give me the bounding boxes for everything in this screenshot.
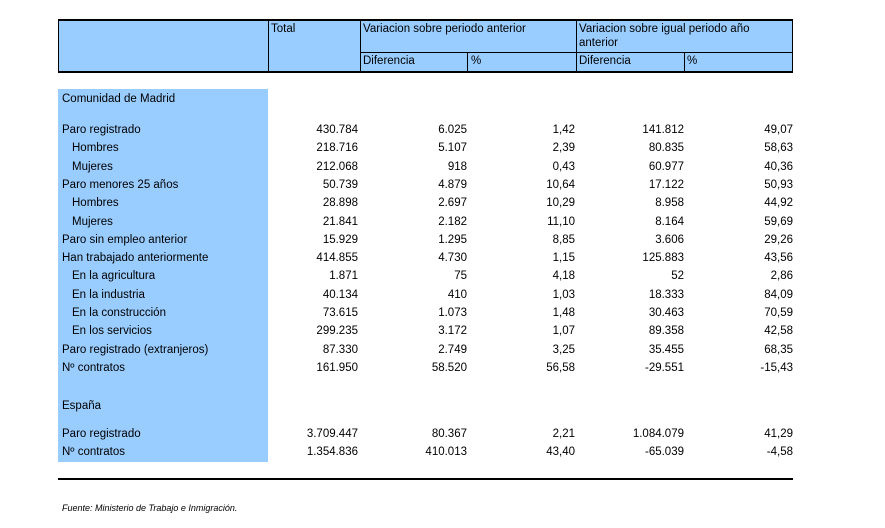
cell-pct-anio: 29,26 <box>764 233 793 246</box>
table-row <box>0 426 885 444</box>
cell-total: 430.784 <box>316 124 358 136</box>
table-row <box>0 250 885 268</box>
table-row <box>0 360 885 378</box>
header-bottom-rule <box>58 71 793 73</box>
cell-diferencia-anterior: 2.697 <box>438 197 467 210</box>
cell-total: 87.330 <box>322 343 358 356</box>
header-var-anterior: Variacion sobre periodo anterior <box>363 23 526 35</box>
cell-total: 28.898 <box>322 197 358 210</box>
cell-pct-anio: 2,86 <box>770 270 793 283</box>
cell-total: 3.709.447 <box>306 428 358 440</box>
header-pct-2: % <box>687 55 698 67</box>
cell-pct-anterior: 2,21 <box>552 428 575 440</box>
cell-pct-anio: 59,69 <box>764 215 793 228</box>
cell-pct-anio: -15,43 <box>760 361 793 374</box>
cell-diferencia-anterior: 1.073 <box>438 307 467 319</box>
cell-total: 1.871 <box>329 270 358 283</box>
cell-pct-anterior: 1,07 <box>552 325 575 338</box>
row-label: Nº contratos <box>62 361 126 374</box>
header-pct-1: % <box>471 55 482 67</box>
cell-pct-anio: 40,36 <box>764 160 793 173</box>
row-label: Paro menores 25 años <box>62 178 179 191</box>
cell-diferencia-anterior: 75 <box>454 270 467 283</box>
cell-diferencia-anterior: 4.730 <box>438 252 467 265</box>
cell-diferencia-anio: 30.463 <box>648 307 684 319</box>
cell-pct-anio: 84,09 <box>764 288 793 301</box>
table-row <box>0 140 885 158</box>
cell-diferencia-anio: 125.883 <box>642 252 684 265</box>
cell-diferencia-anio: 8.164 <box>655 215 684 228</box>
cell-pct-anterior: 3,25 <box>552 343 575 356</box>
cell-pct-anterior: 2,39 <box>552 142 575 155</box>
table-row <box>0 159 885 177</box>
cell-diferencia-anio: 17.122 <box>648 178 684 191</box>
header-divider-1 <box>268 19 269 72</box>
source-footnote: Fuente: Ministerio de Trabajo e Inmigración. <box>62 503 238 513</box>
table-row <box>0 232 885 250</box>
table-row <box>0 195 885 213</box>
header-top-rule <box>58 19 793 21</box>
cell-pct-anterior: 56,58 <box>546 361 575 374</box>
cell-total: 161.950 <box>316 361 358 374</box>
header-subrule <box>360 52 793 53</box>
cell-pct-anterior: 1,15 <box>552 252 575 265</box>
table-row <box>0 444 885 462</box>
table-row <box>0 122 885 140</box>
cell-diferencia-anio: 1.084.079 <box>632 428 684 440</box>
cell-diferencia-anterior: 410.013 <box>425 446 467 459</box>
row-label: Hombres <box>72 142 119 155</box>
header-diferencia-1: Diferencia <box>363 55 415 67</box>
header-divider-5 <box>684 52 685 72</box>
header-diferencia-2: Diferencia <box>579 55 631 67</box>
cell-diferencia-anterior: 5.107 <box>438 142 467 155</box>
table-row <box>0 214 885 232</box>
section-title-madrid: Comunidad de Madrid <box>62 93 176 105</box>
cell-pct-anio: -4,58 <box>766 446 793 459</box>
row-label: En los servicios <box>72 325 152 338</box>
row-label: Paro registrado (extranjeros) <box>62 343 209 356</box>
row-label: Mujeres <box>72 215 113 228</box>
cell-diferencia-anio: 141.812 <box>642 124 684 136</box>
cell-diferencia-anterior: 2.749 <box>438 343 467 356</box>
cell-diferencia-anio: 89.358 <box>648 325 684 338</box>
cell-diferencia-anterior: 3.172 <box>438 325 467 338</box>
table-row <box>0 323 885 341</box>
cell-pct-anio: 49,07 <box>764 124 793 136</box>
header-total: Total <box>271 23 296 35</box>
cell-total: 21.841 <box>322 215 358 228</box>
header-divider-4 <box>467 52 468 72</box>
cell-diferencia-anterior: 1.295 <box>438 233 467 246</box>
table-row <box>0 305 885 323</box>
cell-total: 414.855 <box>316 252 358 265</box>
cell-pct-anterior: 11,10 <box>547 215 575 228</box>
row-label: Paro registrado <box>62 124 141 136</box>
cell-pct-anio: 44,92 <box>764 197 793 210</box>
cell-pct-anio: 42,58 <box>764 325 793 338</box>
cell-diferencia-anterior: 80.367 <box>431 428 467 440</box>
cell-diferencia-anterior: 918 <box>447 160 467 173</box>
cell-pct-anterior: 0,43 <box>552 160 575 173</box>
header-left-rule <box>58 19 59 72</box>
cell-pct-anio: 41,29 <box>764 428 793 440</box>
cell-total: 212.068 <box>316 160 358 173</box>
cell-total: 1.354.836 <box>306 446 358 459</box>
cell-diferencia-anio: -29.551 <box>644 361 684 374</box>
cell-diferencia-anterior: 6.025 <box>438 124 467 136</box>
table-row <box>0 177 885 195</box>
cell-pct-anterior: 10,29 <box>546 197 575 210</box>
table-row <box>0 268 885 286</box>
cell-pct-anio: 50,93 <box>764 178 793 191</box>
row-label: En la industria <box>72 288 145 301</box>
row-label: Paro sin empleo anterior <box>62 233 188 246</box>
cell-pct-anio: 58,63 <box>764 142 793 155</box>
row-label: Han trabajado anteriormente <box>62 252 209 265</box>
row-label: En la construcción <box>72 307 166 319</box>
table-row <box>0 287 885 305</box>
cell-diferencia-anterior: 58.520 <box>431 361 467 374</box>
bottom-rule <box>58 478 793 480</box>
cell-total: 40.134 <box>322 288 358 301</box>
cell-total: 218.716 <box>316 142 358 155</box>
cell-total: 50.739 <box>322 178 358 191</box>
cell-diferencia-anio: 3.606 <box>655 233 684 246</box>
cell-pct-anio: 70,59 <box>764 307 793 319</box>
row-label: Mujeres <box>72 160 113 173</box>
cell-total: 73.615 <box>322 307 358 319</box>
cell-diferencia-anterior: 410 <box>447 288 467 301</box>
cell-total: 299.235 <box>316 325 358 338</box>
row-label: Hombres <box>72 197 119 210</box>
cell-diferencia-anio: 52 <box>671 270 684 283</box>
cell-pct-anterior: 1,42 <box>552 124 575 136</box>
section-title-espana: España <box>62 400 102 412</box>
table-row <box>0 342 885 360</box>
header-divider-3 <box>576 19 577 72</box>
cell-total: 15.929 <box>322 233 358 246</box>
cell-diferencia-anio: 18.333 <box>648 288 684 301</box>
cell-diferencia-anio: -65.039 <box>644 446 684 459</box>
header-right-rule <box>792 19 793 72</box>
cell-diferencia-anterior: 2.182 <box>438 215 467 228</box>
cell-pct-anio: 43,56 <box>764 252 793 265</box>
cell-diferencia-anio: 80.835 <box>648 142 684 155</box>
cell-diferencia-anio: 8.958 <box>655 197 684 210</box>
cell-pct-anterior: 8,85 <box>552 233 575 246</box>
cell-diferencia-anio: 60.977 <box>648 160 684 173</box>
cell-pct-anterior: 10,64 <box>546 178 575 191</box>
row-label: Paro registrado <box>62 428 141 440</box>
cell-diferencia-anio: 35.455 <box>648 343 684 356</box>
header-var-igual: Variacion sobre igual periodo año anterior <box>579 23 750 49</box>
cell-pct-anterior: 1,03 <box>552 288 575 301</box>
cell-diferencia-anterior: 4.879 <box>438 178 467 191</box>
row-label: En la agricultura <box>72 270 156 283</box>
cell-pct-anterior: 4,18 <box>552 270 575 283</box>
cell-pct-anio: 68,35 <box>764 343 793 356</box>
row-label: Nº contratos <box>62 446 126 459</box>
cell-pct-anterior: 43,40 <box>546 446 575 459</box>
cell-pct-anterior: 1,48 <box>552 307 575 319</box>
header-divider-2 <box>360 19 361 72</box>
